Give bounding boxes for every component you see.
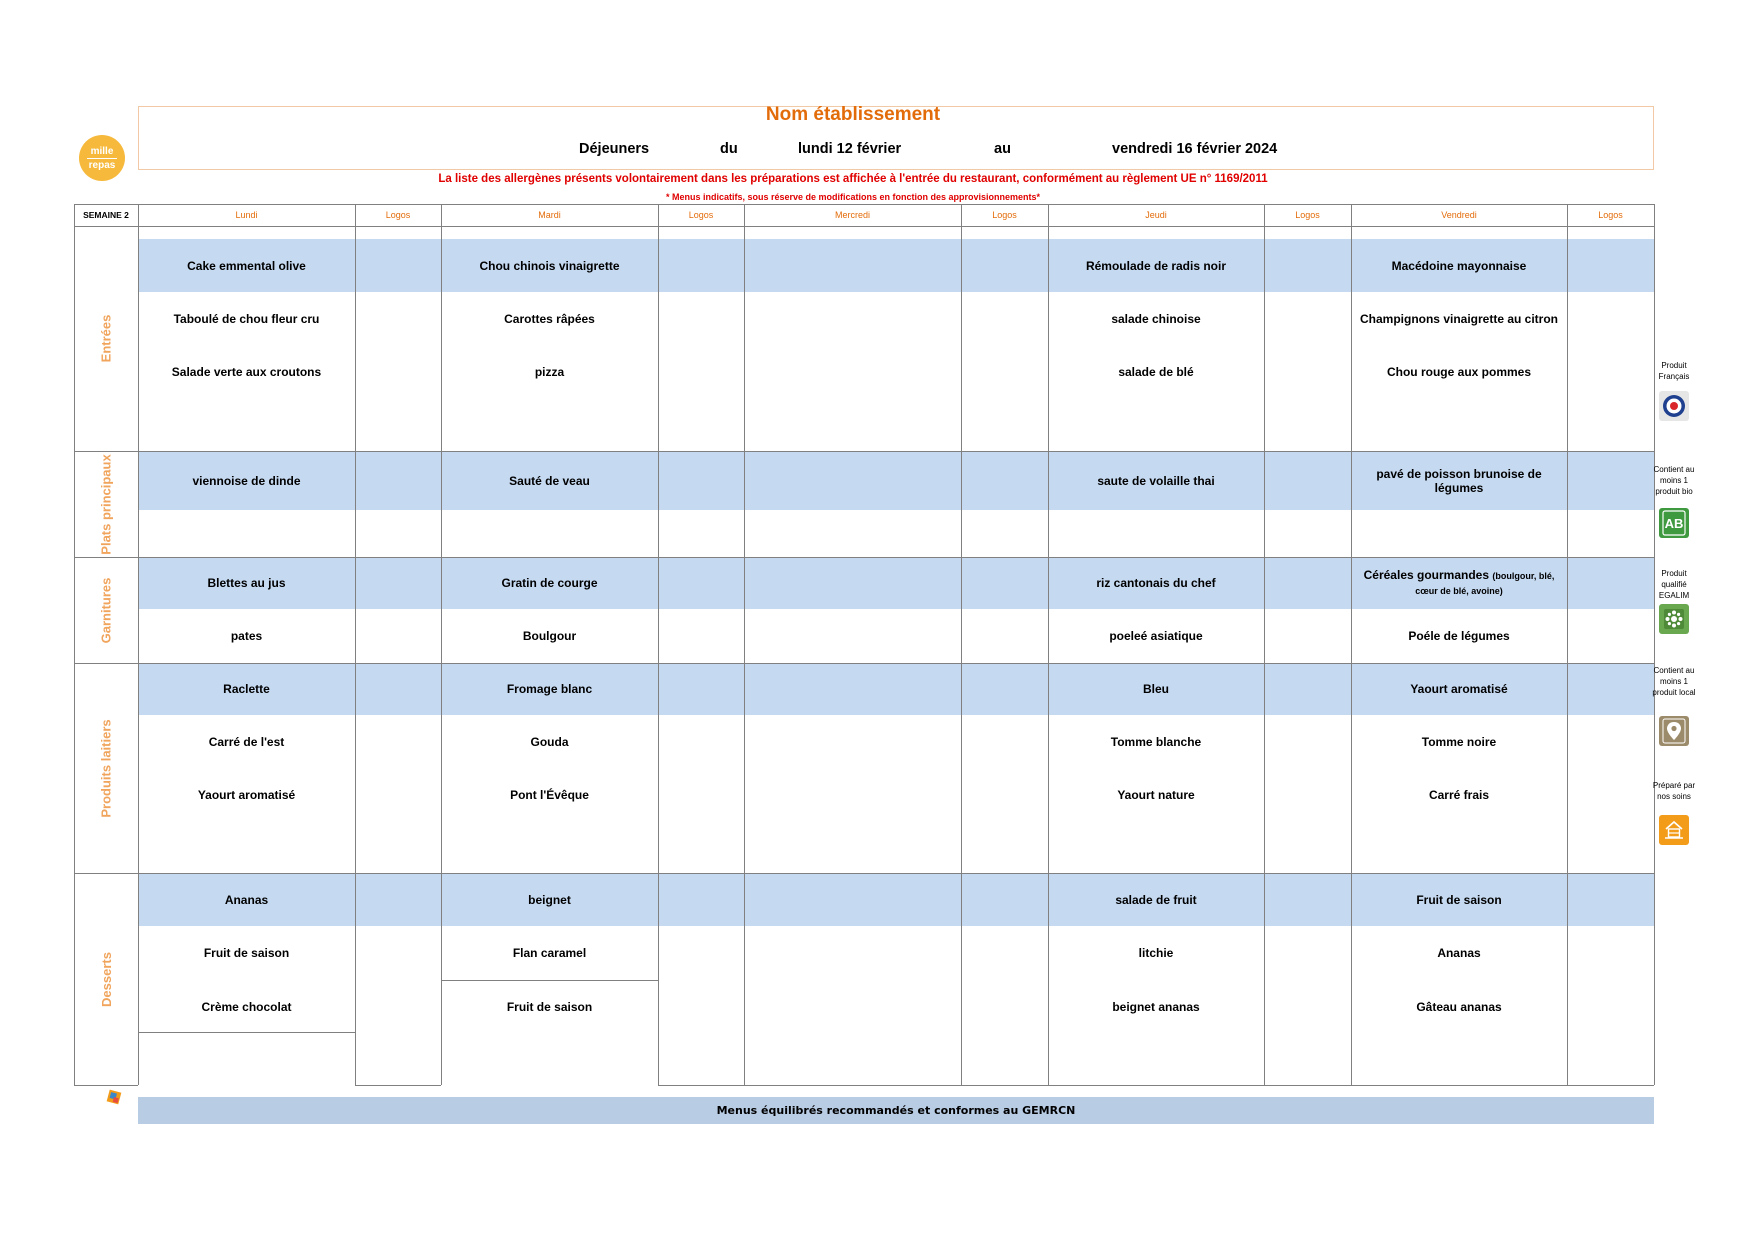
col-header-jeudi: Jeudi [1145,210,1167,220]
legend-label: Contient au moins 1 produit bio [1653,465,1695,496]
menu-item: Rémoulade de radis noir [1085,258,1227,273]
menu-item: Yaourt aromatisé [1410,682,1508,696]
table-bottom-border [74,1085,138,1086]
menu-item: salade de fruit [1115,892,1197,907]
menu-item: Blettes au jus [207,576,286,590]
menu-item: Gratin de courge [501,576,598,590]
indicative-notice: * Menus indicatifs, sous réserve de modifications en fonction des approvisionnements* [665,192,1041,202]
menu-item: Tomme blanche [1110,734,1202,749]
menu-item: Boulgour [522,629,577,643]
au-label: au [994,141,1011,157]
menu-item: Macédoine mayonnaise [1391,258,1527,273]
du-label: du [720,141,738,157]
column-border [1654,204,1655,1085]
col-header-logos: Logos [1598,210,1623,220]
menu-item: salade chinoise [1111,311,1201,326]
menu-item: Salade verte aux croutons [171,364,322,379]
legend-label: Produit Français [1658,361,1690,381]
cell-border [138,1032,355,1033]
col-header-vendredi: Vendredi [1441,210,1477,220]
menu-item: Yaourt aromatisé [197,787,296,802]
decorative-sticker-icon [105,1088,122,1105]
category-plats: Plats principaux [98,453,114,555]
meal-label: Déjeuners [579,141,650,157]
column-border [961,204,962,1085]
menu-item: Gâteau ananas [1416,999,1502,1014]
menu-item: Fruit de saison [506,999,593,1014]
menu-item: Sauté de veau [509,473,590,488]
brand-logo: mille repas [79,135,125,181]
house-icon [1659,815,1689,845]
category-garnitures: Garnitures [98,577,114,643]
menu-item: Carré frais [1428,787,1490,802]
menu-item: beignet [528,892,571,907]
col-header-lundi: Lundi [235,210,258,220]
column-border [744,204,745,1085]
start-date: lundi 12 février [798,141,902,157]
menu-item: poeleé asiatique [1109,629,1203,643]
col-header-mercredi: Mercredi [834,210,870,220]
column-border [1567,204,1568,1085]
location-pin-icon [1659,716,1689,746]
header-row-border [74,226,1654,227]
menu-item: pizza [534,364,565,379]
menu-item: Flan caramel [512,945,587,960]
menu-item: Chou rouge aux pommes [1386,364,1532,379]
menu-item: riz cantonais du chef [1096,576,1216,590]
menu-item: Taboulé de chou fleur cru [173,311,320,326]
table-bottom-border [355,1085,441,1086]
french-roundel-icon [1659,391,1689,421]
column-border [355,204,356,1085]
menu-item: beignet ananas [1112,999,1200,1014]
menu-item: Champignons vinaigrette au citron [1359,311,1559,326]
ab-bio-icon [1659,508,1689,538]
col-header-logos: Logos [385,210,411,220]
col-header-mardi: Mardi [538,210,561,220]
col-header-logos: Logos [688,210,714,220]
egalim-icon [1659,604,1689,634]
table-bottom-border [658,1085,1654,1086]
menu-item: Tomme noire [1421,734,1497,749]
allergen-notice: La liste des allergènes présents volontairement dans les préparations est affichée à l'entrée du restaurant, conformément au règlement UE n° 1169/2011 [438,173,1268,185]
menu-item: Fruit de saison [203,945,290,960]
establishment-name: Nom établissement [765,104,941,125]
cell-border [441,980,658,981]
legend-label: Contient au moins 1 produit local [1652,666,1696,697]
category-desserts: Desserts [98,951,114,1007]
end-date: vendredi 16 février 2024 [1112,141,1278,157]
menu-item: litchie [1138,945,1174,960]
menu-item: pates [230,629,263,643]
menu-item: Ananas [1437,945,1481,960]
category-entrees: Entrées [98,314,114,363]
menu-item: pavé de poisson brunoise de légumes [1376,466,1542,495]
category-laitiers: Produits laitiers [98,718,114,818]
footer-banner: Menus équilibrés recommandés et conformes au GEMRCN [138,1097,1654,1124]
menu-item: Pont l'Évêque [510,787,589,802]
menu-item: Yaourt nature [1117,787,1195,802]
col-header-logos: Logos [992,210,1017,220]
menu-item: salade de blé [1118,364,1194,379]
column-border [1264,204,1265,1085]
menu-item: Poéle de légumes [1408,629,1510,643]
menu-item: Fromage blanc [506,682,593,696]
menu-item-cereales: Céréales gourmandes (boulgour, blé, cœur de blé, avoine) [1363,568,1555,596]
legend-label: Préparé par nos soins [1652,781,1696,801]
menu-item: Cake emmental olive [187,258,306,273]
menu-item: Carré de l'est [208,734,285,749]
menu-item: saute de volaille thai [1097,473,1215,488]
menu-item: Chou chinois vinaigrette [479,258,620,273]
menu-item: Crème chocolat [201,999,292,1014]
menu-item: Carottes râpées [504,311,595,326]
column-border [658,204,659,1085]
menu-item: Bleu [1142,682,1169,696]
svg-text:AB: AB [1664,516,1684,531]
menu-item: Raclette [223,682,270,696]
week-label: SEMAINE 2 [83,210,129,220]
menu-item: Ananas [224,892,269,907]
legend-label: Produit qualifié EGALIM [1658,569,1690,600]
menu-item: viennoise de dinde [192,473,301,488]
menu-item: Gouda [530,734,569,749]
col-header-logos: Logos [1295,210,1320,220]
menu-item: Fruit de saison [1416,892,1502,907]
